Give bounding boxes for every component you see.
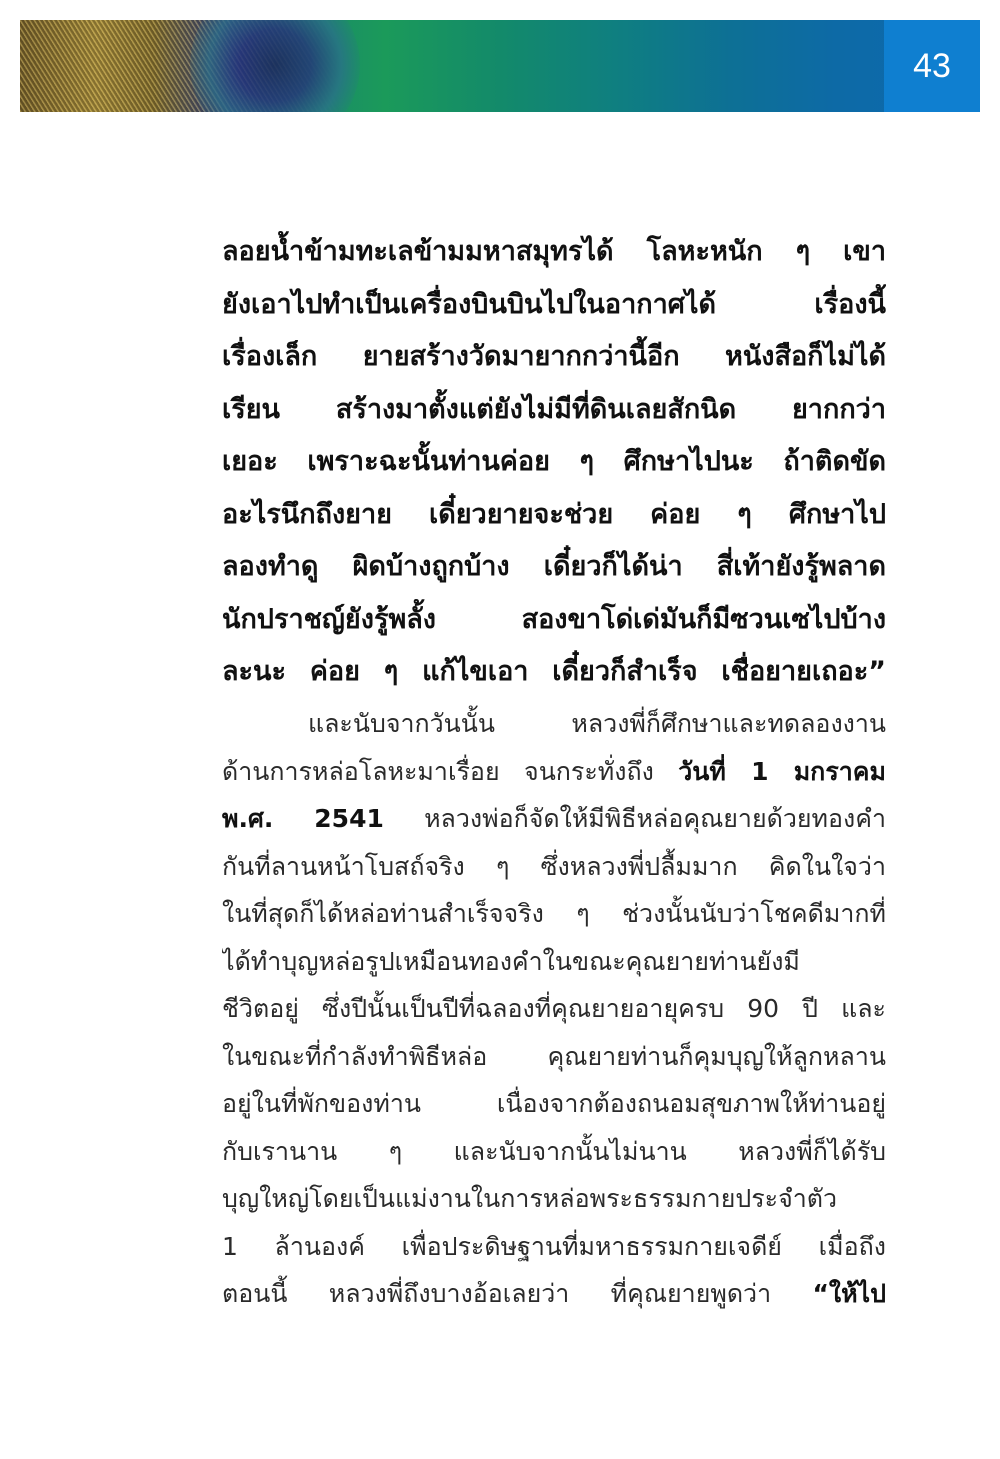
- quote-line: ลอยน้ำข้ามทะเลข้ามมหาสมุทรได้ โลหะหนัก ๆ เขา: [222, 236, 886, 267]
- body-line: อยู่ในที่พักของท่าน เนื่องจากต้องถนอมสุขภาพให้ท่านอยู่: [222, 1089, 886, 1118]
- quote-line: นักปราชญ์ยังรู้พลั้ง สองขาโด่เด่มันก็มีซวนเซไปบ้าง: [222, 603, 886, 635]
- body-line: ชีวิตอยู่ ซึ่งปีนั้นเป็นปีที่ฉลองที่คุณยายอายุครบ 90 ปี และ: [222, 994, 886, 1023]
- quote-line: เยอะ เพราะฉะนั้นท่านค่อย ๆ ศึกษาไปนะ ถ้าติดขัด: [222, 446, 886, 477]
- body-line: [222, 795, 886, 843]
- quote-line: อะไรนึกถึงยาย เดี๋ยวยายจะช่วย ค่อย ๆ ศึกษาไป: [222, 498, 886, 530]
- body-line: ได้ทำบุญหล่อรูปเหมือนทองคำในขณะคุณยายท่านยังมี: [222, 946, 800, 976]
- quote-line: เรียน สร้างมาตั้งแต่ยังไม่มีที่ดินเลยสักนิด ยากกว่า: [222, 393, 886, 425]
- body-line: กันที่ลานหน้าโบสถ์จริง ๆ ซึ่งหลวงพี่ปลื้มมาก คิดในใจว่า: [222, 851, 886, 881]
- quote-line: ยังเอาไปทำเป็นเครื่องบินบินไปในอากาศได้ เรื่องนี้: [222, 288, 886, 320]
- feather-eye-decoration: [190, 20, 360, 112]
- header-banner: [20, 20, 980, 112]
- body-line: ในที่สุดก็ได้หล่อท่านสำเร็จจริง ๆ ช่วงนั้นนับว่าโชคดีมากที่: [222, 899, 886, 928]
- quote-start-highlight: “ให้ไป: [812, 1279, 886, 1308]
- body-text: หลวงพ่อก็จัดให้มีพิธีหล่อคุณยายด้วยทองคำ: [383, 804, 886, 833]
- body-line: กับเรานาน ๆ และนับจากนั้นไม่นาน หลวงพี่ก็ได้รับ: [222, 1136, 886, 1166]
- body-line: ในขณะที่กำลังทำพิธีหล่อ คุณยายท่านก็คุมบุญให้ลูกหลาน: [222, 1041, 886, 1071]
- date-highlight: วันที่ 1 มกราคม: [678, 756, 886, 786]
- page-number: 43: [884, 20, 980, 112]
- body-line: 1 ล้านองค์ เพื่อประดิษฐานที่มหาธรรมกายเจดีย์ เมื่อถึง: [222, 1231, 886, 1261]
- year-highlight: พ.ศ. 2541: [222, 804, 384, 833]
- quote-line: ลองทำดู ผิดบ้างถูกบ้าง เดี๋ยวก็ได้น่า สี่เท้ายังรู้พลาด: [222, 551, 886, 582]
- body-text: ด้านการหล่อโลหะมาเรื่อย จนกระทั่งถึง: [222, 756, 679, 786]
- quote-line: ละนะ ค่อย ๆ แก้ไขเอา เดี๋ยวก็สำเร็จ เชื่อยายเถอะ”: [222, 656, 886, 687]
- body-text: ตอนนี้ หลวงพี่ถึงบางอ้อเลยว่า ที่คุณยายพูดว่า: [222, 1279, 813, 1308]
- quote-paragraph: [222, 226, 886, 699]
- body-line: [222, 1270, 886, 1318]
- body-line: [222, 748, 886, 796]
- body-line: และนับจากวันนั้น หลวงพี่ก็ศึกษาและทดลองงาน: [308, 709, 886, 738]
- body-line: บุญใหญ่โดยเป็นแม่งานในการหล่อพระธรรมกายประจำตัว: [222, 1184, 838, 1213]
- quote-line: เรื่องเล็ก ยายสร้างวัดมายากกว่านี้อีก หนังสือก็ไม่ได้: [222, 341, 886, 372]
- body-paragraph: [222, 700, 886, 1318]
